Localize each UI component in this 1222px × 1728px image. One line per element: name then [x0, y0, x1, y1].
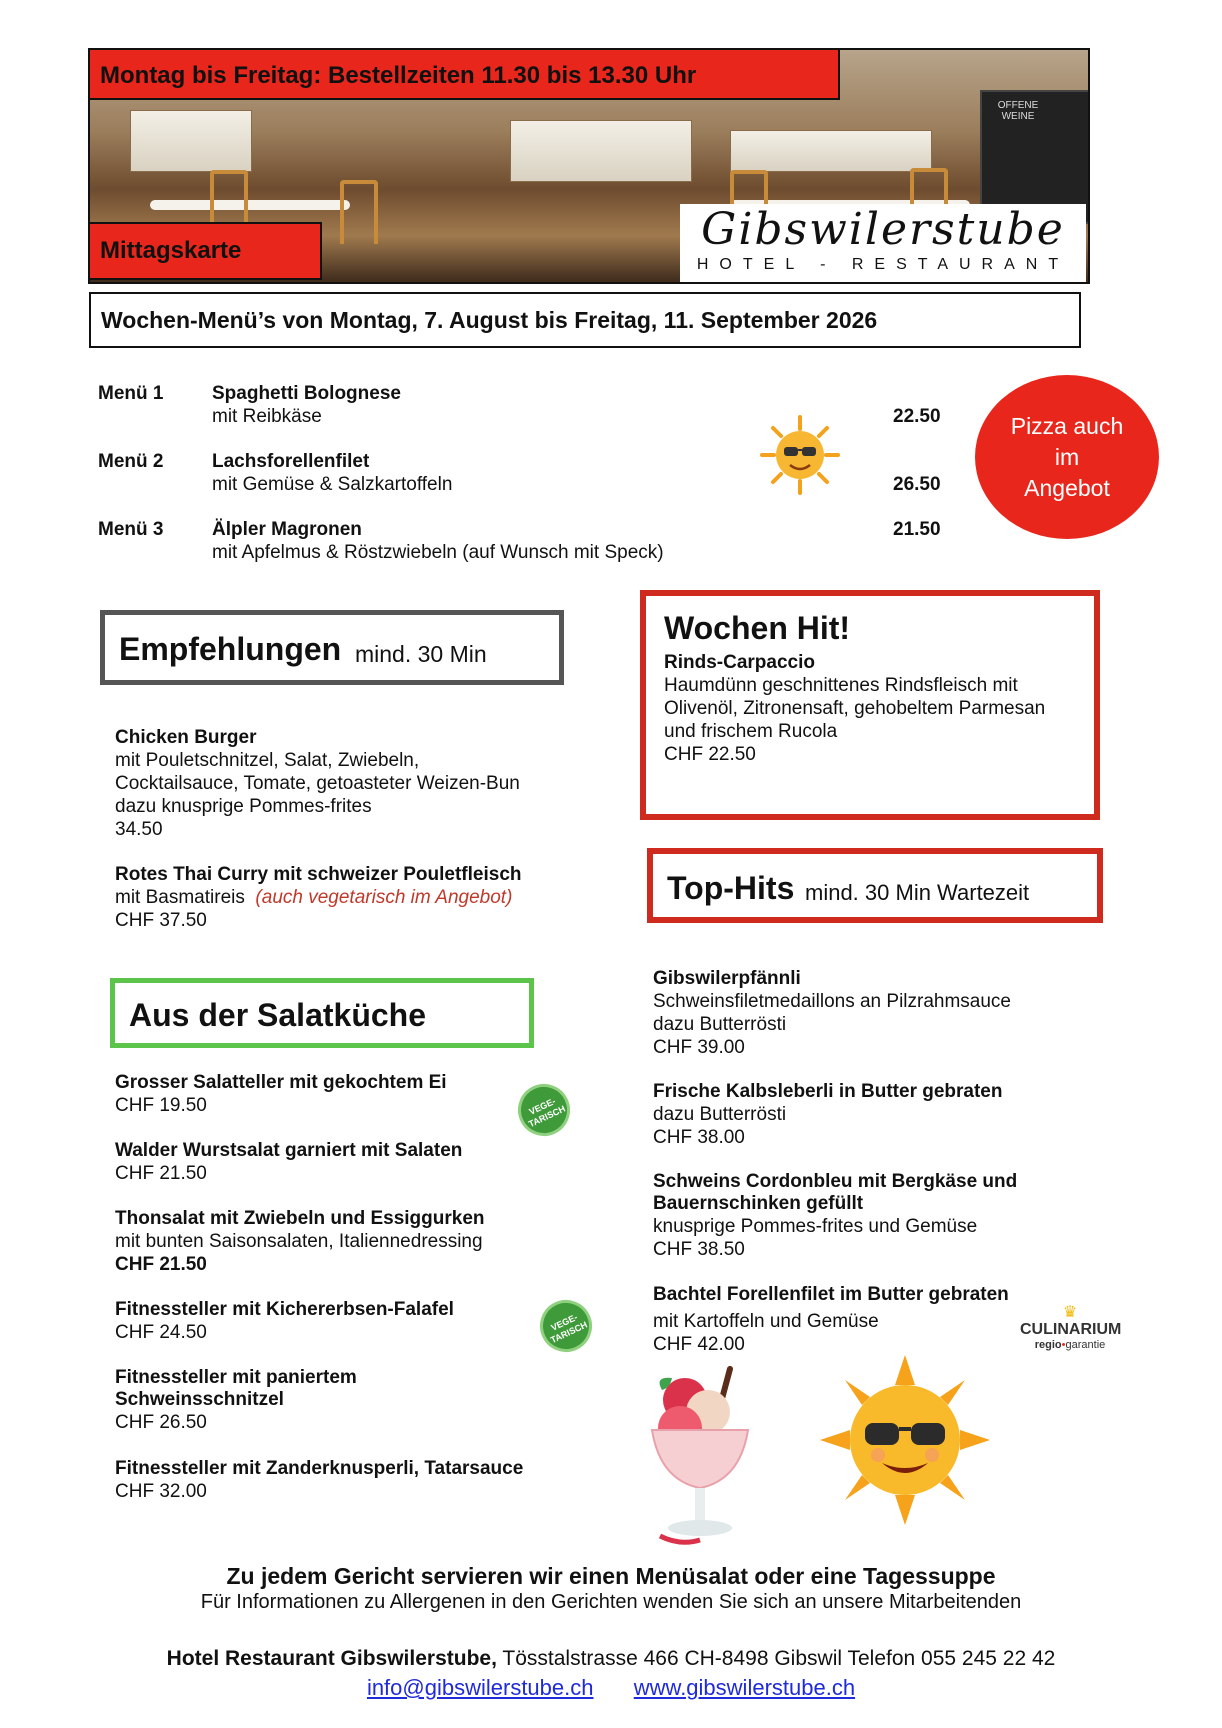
week-title: Wochen-Menü’s von Montag, 7. August bis Freitag, 11. September 2026: [89, 292, 1081, 348]
menu-title: Älpler Magronen: [212, 519, 362, 540]
email-link[interactable]: info@gibswilerstube.ch: [366, 1675, 594, 1700]
item-line: Haumdünn geschnittenes Rindsfleisch mit: [664, 675, 1018, 696]
menu-item: [653, 968, 1113, 1059]
ice-cream-sundae-icon: [640, 1360, 760, 1550]
menu-item: [115, 727, 585, 841]
section-heading: Top-Hits: [667, 870, 795, 906]
menu-title: Lachsforellenfilet: [212, 451, 370, 472]
mittagskarte-banner: Mittagskarte: [88, 222, 322, 280]
restaurant-logo: [680, 204, 1086, 282]
item-line: mit Kartoffeln und Gemüse: [653, 1311, 879, 1332]
culinarium-sub: regio•garantie: [1034, 1339, 1106, 1351]
menu-subtitle: mit Reibkäse: [212, 406, 322, 427]
menu-item: [115, 1458, 595, 1503]
top-hits-box: [647, 848, 1103, 923]
crown-icon: ♛: [1062, 1304, 1078, 1321]
section-note: mind. 30 Min: [355, 641, 487, 667]
menu-item: [115, 1208, 595, 1276]
empfehlungen-box: [100, 610, 564, 685]
item-price: CHF 21.50: [115, 1254, 207, 1275]
sun-icon: [760, 415, 840, 495]
item-price: CHF 21.50: [115, 1163, 207, 1184]
item-price: CHF 22.50: [664, 744, 756, 765]
item-price: CHF 42.00: [653, 1334, 745, 1355]
pizza-badge: [975, 375, 1159, 539]
item-title: Walder Wurstsalat garniert mit Salaten: [115, 1140, 463, 1161]
item-title: Gibswilerpfännli: [653, 968, 801, 989]
footer-links: [0, 1675, 1222, 1701]
item-title: Fitnessteller mit paniertem: [115, 1367, 357, 1388]
menu-item: [115, 1367, 575, 1434]
item-line: knusprige Pommes-frites und Gemüse: [653, 1216, 978, 1237]
menu-item: [115, 1072, 575, 1117]
item-line: und frischem Rucola: [664, 721, 838, 742]
item-title: Rotes Thai Curry mit schweizer Pouletfleisch: [115, 864, 522, 885]
item-price: CHF 38.00: [653, 1127, 745, 1148]
item-title: Rinds-Carpaccio: [664, 652, 815, 673]
item-title: Fitnessteller mit Kichererbsen-Falafel: [115, 1299, 454, 1320]
menu-price: 22.50: [893, 406, 941, 427]
photo-chair: [340, 180, 378, 244]
menu-subtitle: mit Gemüse & Salzkartoffeln: [212, 474, 453, 495]
item-line: Olivenöl, Zitronensaft, gehobeltem Parmesan: [664, 698, 1046, 719]
item-line: Schweinsfiletmedaillons an Pilzrahmsauce: [653, 991, 1012, 1012]
photo-bar: [510, 120, 692, 182]
item-line: mit bunten Saisonsalaten, Italiennedressing: [115, 1231, 483, 1252]
item-title: Schweinsschnitzel: [115, 1389, 284, 1410]
menu-label: Menü 2: [98, 451, 164, 472]
footer-hotel-address: Tösstalstrasse 466 CH-8498 Gibswil Telefon 055 245 22 42: [502, 1647, 1056, 1670]
item-line: Cocktailsauce, Tomate, getoasteter Weizen-Bun: [115, 773, 520, 794]
sun-sunglasses-icon: [820, 1355, 990, 1525]
item-price: CHF 19.50: [115, 1095, 207, 1116]
photo-window: [130, 110, 252, 172]
section-heading: Empfehlungen: [119, 631, 342, 667]
item-title: Schweins Cordonbleu mit Bergkäse und: [653, 1171, 1018, 1192]
item-line: [115, 886, 615, 909]
footer-address: [0, 1647, 1222, 1671]
item-title: Bauernschinken gefüllt: [653, 1193, 864, 1214]
item-line: dazu knusprige Pommes-frites: [115, 796, 372, 817]
menu-item: [115, 1299, 575, 1344]
logo-subtitle: HOTEL - RESTAURANT: [696, 256, 1070, 273]
item-price: CHF 24.50: [115, 1322, 207, 1343]
website-link[interactable]: www.gibswilerstube.ch: [633, 1675, 856, 1700]
menu-subtitle: mit Apfelmus & Röstzwiebeln (auf Wunsch mit Speck): [212, 542, 664, 563]
item-title: Bachtel Forellenfilet im Butter gebraten: [653, 1284, 1009, 1305]
menu-price: 21.50: [893, 519, 941, 540]
culinarium-sub1: regio: [1034, 1339, 1062, 1351]
item-line-text: mit Basmatireis: [115, 887, 245, 908]
culinarium-name: CULINARIUM: [1020, 1321, 1122, 1338]
salat-box: [110, 978, 534, 1048]
menu-label: Menü 3: [98, 519, 164, 540]
menu-item: [115, 1140, 575, 1185]
culinarium-logo: [1020, 1305, 1120, 1351]
footer-line2: Für Informationen zu Allergenen in den Gerichten wenden Sie sich an unsere Mitarbeitenden: [200, 1591, 1022, 1613]
item-price: CHF 37.50: [115, 910, 207, 931]
pizza-line: im: [1054, 444, 1080, 470]
item-price: CHF 26.50: [115, 1412, 207, 1433]
item-title: Frische Kalbsleberli in Butter gebraten: [653, 1081, 1003, 1102]
vegetarian-badge-icon: VEGE-TARISCH: [509, 1075, 578, 1144]
wochen-hit-box: [640, 590, 1100, 820]
item-title: Fitnessteller mit Zanderknusperli, Tatarsauce: [115, 1458, 524, 1479]
item-price: CHF 39.00: [653, 1037, 745, 1058]
menu-price: 26.50: [893, 474, 941, 495]
vegetarian-badge-icon: VEGE-TARISCH: [531, 1291, 600, 1360]
item-title: Grosser Salatteller mit gekochtem Ei: [115, 1072, 447, 1093]
item-line: dazu Butterrösti: [653, 1104, 787, 1125]
menu-item: [653, 1081, 1113, 1149]
logo-name: Gibswilerstube: [701, 204, 1065, 255]
section-heading: Aus der Salatküche: [129, 997, 426, 1033]
photo-table: [150, 200, 350, 210]
item-note: (auch vegetarisch im Angebot): [255, 887, 513, 908]
pizza-line: Angebot: [1024, 475, 1110, 501]
menu-item: [115, 864, 615, 932]
section-heading: Wochen Hit!: [664, 610, 851, 646]
item-title: Thonsalat mit Zwiebeln und Essiggurken: [115, 1208, 485, 1229]
item-price: CHF 38.50: [653, 1239, 745, 1260]
item-price: CHF 32.00: [115, 1481, 207, 1502]
item-price: 34.50: [115, 819, 163, 840]
chalkboard-text: OFFENE WEINE: [997, 100, 1039, 122]
menu-label: Menü 1: [98, 383, 164, 404]
footer-line1: Zu jedem Gericht servieren wir einen Menüsalat oder eine Tagessuppe: [226, 1563, 996, 1589]
footer-hotel-name: Hotel Restaurant Gibswilerstube,: [166, 1647, 497, 1670]
section-note: mind. 30 Min Wartezeit: [805, 880, 1030, 905]
photo-window: [730, 130, 932, 172]
item-line: mit Pouletschnitzel, Salat, Zwiebeln,: [115, 750, 420, 771]
item-title: Chicken Burger: [115, 727, 257, 748]
wochen-hit-content: [664, 652, 1084, 766]
order-times-banner: Montag bis Freitag: Bestellzeiten 11.30 bis 13.30 Uhr: [88, 48, 840, 100]
item-line: dazu Butterrösti: [653, 1014, 787, 1035]
culinarium-sub2: garantie: [1065, 1339, 1106, 1351]
menu-item: [653, 1171, 1113, 1261]
pizza-line: Pizza auch: [1010, 413, 1124, 439]
menu-title: Spaghetti Bolognese: [212, 383, 401, 404]
